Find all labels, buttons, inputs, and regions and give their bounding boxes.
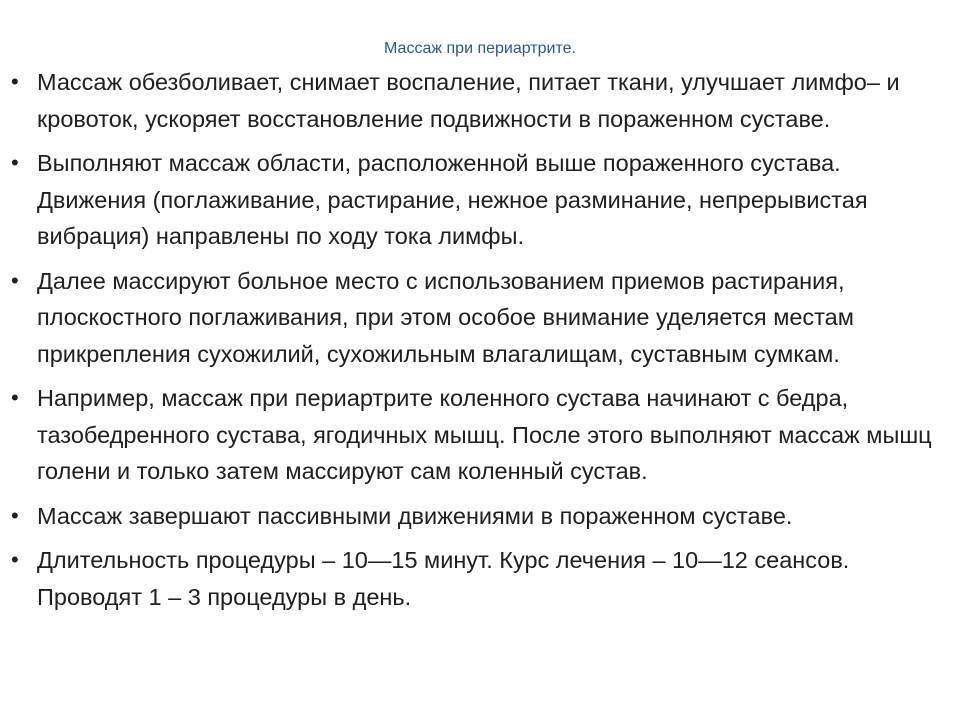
bullet-dot-icon: • <box>11 69 19 94</box>
bullet-dot-icon: • <box>11 502 19 528</box>
bullet-item-5 <box>8 498 953 535</box>
slide-title: Массаж при периартрите. <box>384 40 576 57</box>
bullet-item-3 <box>8 263 953 373</box>
bullet-item-6 <box>8 542 953 615</box>
bullet-item-1 <box>8 64 953 137</box>
bullet-item-4 <box>8 380 953 490</box>
bullet-text: Массаж завершают пассивными движениями в пораженном суставе. <box>37 502 793 529</box>
bullet-text: Далее массируют больное место с использованием приемов растирания, плоскостного поглаживания, при этом особое внимание уделяется местам прикрепления сухожилий, сухожильным влагалищам, суставным сумкам. <box>37 267 854 367</box>
bullet-dot-icon: • <box>11 547 19 572</box>
bullet-text: Выполняют массаж области, расположенной выше пораженного сустава. Движения (поглаживание, растирание, нежное разминание, непрерывистая вибрация) направлены по ходу тока лимфы. <box>37 150 868 249</box>
bullet-item-2 <box>8 145 953 255</box>
bullet-text: Массаж обезболивает, снимает воспаление, питает ткани, улучшает лимфо– и кровоток, ускоряет восстановление подвижности в пораженном суставе. <box>37 69 900 132</box>
bullet-dot-icon: • <box>11 385 19 410</box>
bullet-dot-icon: • <box>11 150 19 175</box>
bullet-text: Длительность процедуры – 10—15 минут. Курс лечения – 10—12 сеансов. Проводят 1 – 3 процедуры в день. <box>37 547 850 610</box>
bullet-dot-icon: • <box>11 267 19 293</box>
bullet-text: Например, массаж при периартрите коленного сустава начинают с бедра, тазобедренного сустава, ягодичных мышц. После этого выполняют массаж мышц голени и только затем массируют сам коленный сустав. <box>37 385 932 484</box>
bullet-list <box>8 64 953 623</box>
